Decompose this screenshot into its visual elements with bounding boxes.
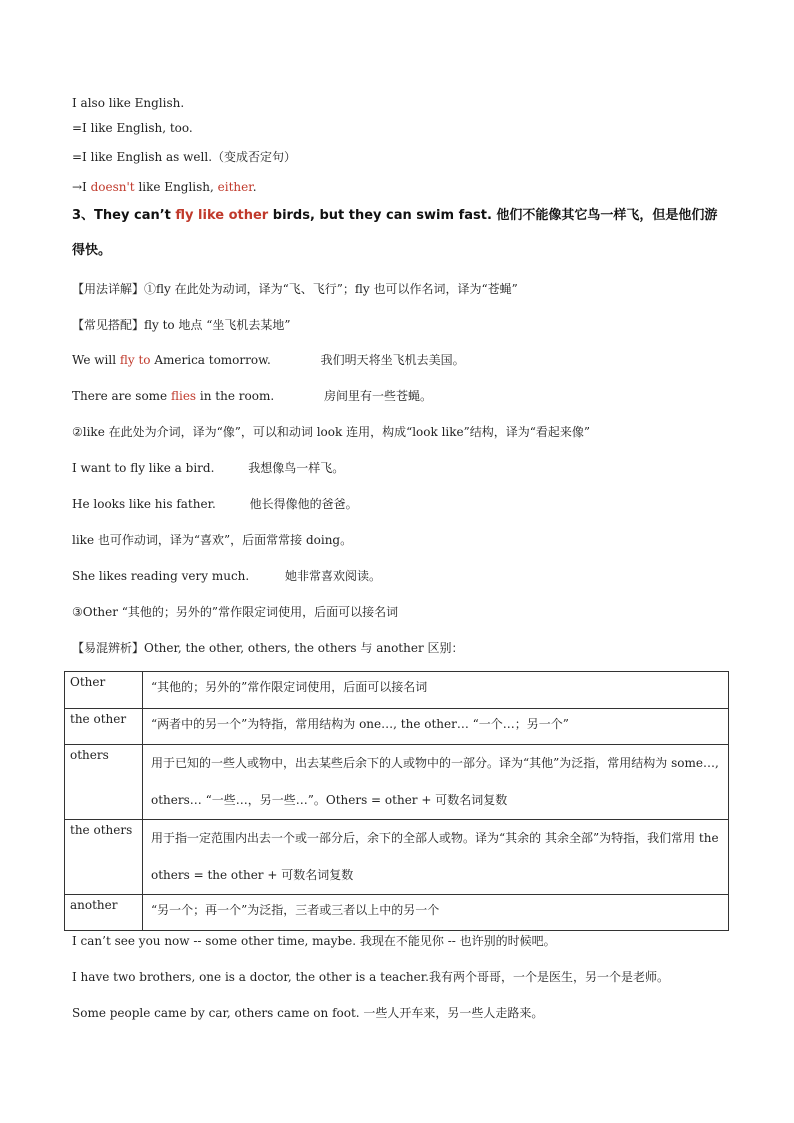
example-like-bird <box>72 460 344 476</box>
ex3-translation: 我想像鸟一样飞。 <box>248 461 345 475</box>
comparison-table <box>64 671 729 931</box>
heading-before: 3、They can’t <box>72 208 176 223</box>
intro-line-2: =I like English, too. <box>72 121 193 135</box>
table-row <box>65 895 729 931</box>
intro-line-4-end: . <box>252 180 257 194</box>
ex4-translation: 他长得像他的爸爸。 <box>249 497 358 511</box>
arrow-text: →I <box>72 180 91 194</box>
example-some-people: Some people came by car, others came on foot. 一些人开车来，另一些人走路来。 <box>72 1006 544 1020</box>
ex1-translation: 我们明天将坐飞机去美国。 <box>320 353 465 367</box>
table-desc: “两者中的另一个”为特指，常用结构为 one…, the other… “一个…；另一个” <box>143 709 729 745</box>
usage-collocation: 【常见搭配】fly to 地点 “坐飞机去某地” <box>72 318 291 332</box>
ex1-after: America tomorrow. <box>150 353 271 367</box>
table-term: Other <box>65 672 143 709</box>
highlight-doesnt: doesn't <box>90 180 135 194</box>
intro-line-4 <box>72 179 257 195</box>
section-heading <box>72 208 717 224</box>
table-desc: “其他的；另外的”常作限定词使用，后面可以接名词 <box>143 672 729 709</box>
table-desc: 用于指一定范围内出去一个或一部分后，余下的全部人或物。译为“其余的 其余全部”为特指，我们常用 the others = the other + 可数名词复数 <box>143 820 729 895</box>
ex3-text: I want to fly like a bird. <box>72 461 215 475</box>
example-looks-like <box>72 496 358 512</box>
like-explain: ②like 在此处为介词，译为“像”，可以和动词 look 连用，构成“look like”结构，译为“看起来像” <box>72 425 591 439</box>
table-term: the other <box>65 709 143 745</box>
ex5-translation: 她非常喜欢阅读。 <box>285 569 382 583</box>
table-term: others <box>65 745 143 820</box>
example-two-brothers: I have two brothers, one is a doctor, the other is a teacher.我有两个哥哥，一个是医生，另一个是老师。 <box>72 970 669 984</box>
table-row <box>65 672 729 709</box>
intro-line-4-mid: like English, <box>134 180 218 194</box>
example-flies <box>72 388 432 404</box>
intro-line-1: I also like English. <box>72 96 185 110</box>
section-heading-cont: 得快。 <box>72 243 112 258</box>
table-row <box>65 709 729 745</box>
usage-explain: 【用法详解】①fly 在此处为动词，译为“飞、飞行”；fly 也可以作名词，译为“苍蝇” <box>72 282 518 296</box>
heading-after: birds, but they can swim fast. 他们不能像其它鸟一样飞，但是他们游 <box>268 208 718 223</box>
heading-highlight: fly like other <box>175 208 269 223</box>
ex4-text: He looks like his father. <box>72 497 216 511</box>
ex1-before: We will <box>72 353 120 367</box>
table-term: the others <box>65 820 143 895</box>
ex2-highlight: flies <box>170 389 197 403</box>
ex2-after: in the room. <box>196 389 275 403</box>
example-likes-reading <box>72 568 381 584</box>
ex2-translation: 房间里有一些苍蝇。 <box>323 389 432 403</box>
table-row <box>65 820 729 895</box>
table-desc: 用于已知的一些人或物中，出去某些后余下的人或物中的一部分。译为“其他”为泛指，常用结构为 some…, others… “一些…，另一些…”。Others = other + 可数名词复数 <box>143 745 729 820</box>
highlight-either: either <box>217 180 253 194</box>
example-some-other-time: I can’t see you now -- some other time, maybe. 我现在不能见你 -- 也许别的时候吧。 <box>72 934 556 948</box>
table-term: another <box>65 895 143 931</box>
intro-line-3: =I like English as well.（变成否定句） <box>72 150 297 164</box>
table-row <box>65 745 729 820</box>
ex5-text: She likes reading very much. <box>72 569 250 583</box>
ex1-highlight: fly to <box>119 353 151 367</box>
confusion-heading: 【易混辨析】Other, the other, others, the others 与 another 区别： <box>72 641 464 655</box>
like-verb: like 也可作动词，译为“喜欢”，后面常常接 doing。 <box>72 533 353 547</box>
other-explain: ③Other “其他的；另外的”常作限定词使用，后面可以接名词 <box>72 605 399 619</box>
ex2-before: There are some <box>72 389 171 403</box>
table-desc: “另一个；再一个”为泛指，三者或三者以上中的另一个 <box>143 895 729 931</box>
example-fly-to <box>72 352 465 368</box>
